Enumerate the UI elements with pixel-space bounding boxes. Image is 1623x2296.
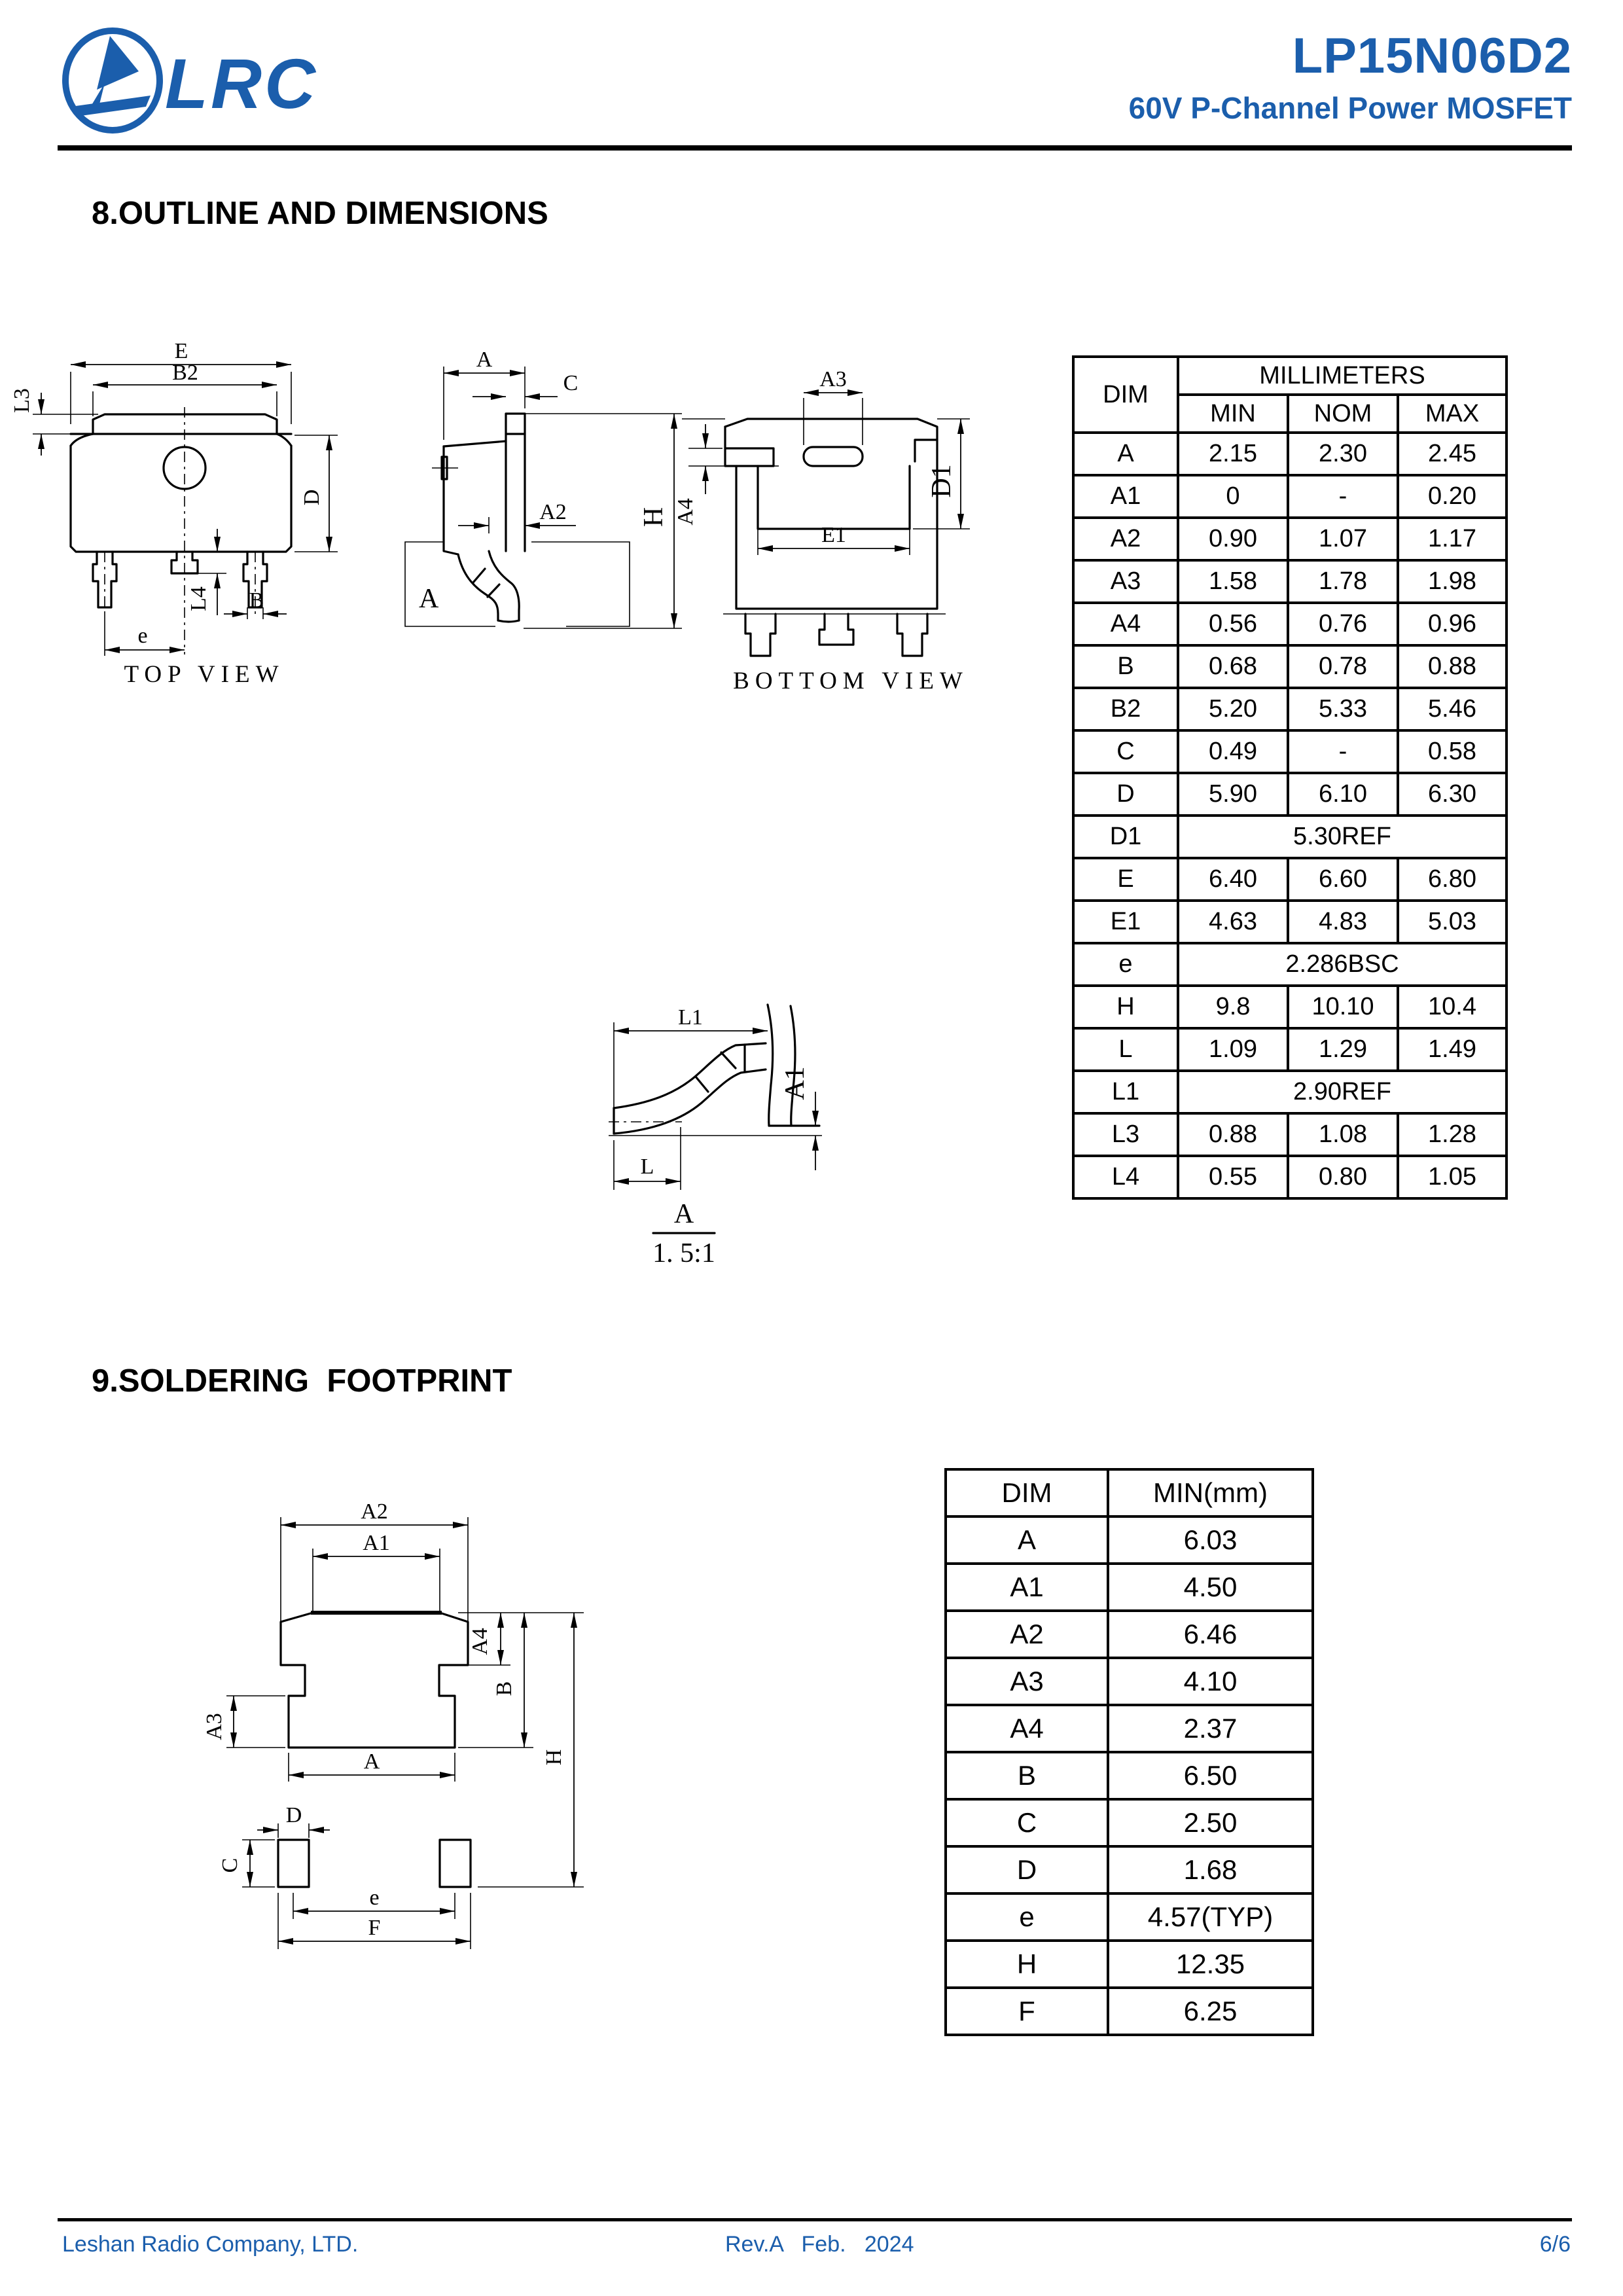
dim-cell: A [946, 1516, 1108, 1564]
value-cell: 2.30 [1288, 433, 1398, 475]
dim-label-D1: D1 [927, 464, 957, 498]
value-cell: 4.50 [1108, 1564, 1313, 1611]
value-cell: 0.56 [1178, 603, 1288, 645]
value-cell: 2.90REF [1178, 1071, 1507, 1113]
dim-label-L4: L4 [187, 586, 211, 611]
footprint-table [944, 1468, 1314, 2036]
table-row [1073, 560, 1507, 603]
bottom-view-caption: BOTTOM VIEW [733, 668, 969, 694]
value-cell: 10.10 [1288, 986, 1398, 1028]
table-row [1073, 688, 1507, 730]
table-row [946, 1941, 1313, 1988]
dim-label-A: A [476, 348, 493, 372]
table-row [1073, 858, 1507, 901]
logo-text: LRC [165, 44, 318, 123]
value-cell: 6.10 [1288, 773, 1398, 816]
value-cell: 0.90 [1178, 518, 1288, 560]
value-cell: 2.37 [1108, 1705, 1313, 1752]
dim-cell: C [946, 1799, 1108, 1846]
value-cell: 0.49 [1178, 730, 1288, 773]
fp-dim-label-F: F [368, 1916, 381, 1940]
fp-dim-label-A4: A4 [468, 1628, 492, 1655]
footprint-dimensions [202, 1499, 584, 1949]
table-row [946, 1893, 1313, 1941]
value-cell: 1.78 [1288, 560, 1398, 603]
value-cell: 9.8 [1178, 986, 1288, 1028]
dim-cell: D [1073, 773, 1178, 816]
dim-cell: A4 [1073, 603, 1178, 645]
value-cell: 2.15 [1178, 433, 1288, 475]
section-9-heading: 9.SOLDERING FOOTPRINT [92, 1363, 512, 1399]
dim-cell: D [946, 1846, 1108, 1893]
value-cell: 5.03 [1398, 901, 1507, 943]
table-row [1073, 518, 1507, 560]
value-cell: 0.68 [1178, 645, 1288, 688]
side-view-section-box [405, 542, 630, 626]
table-row [1073, 433, 1507, 475]
value-cell: 1.28 [1398, 1113, 1507, 1156]
lead-detail-caption [652, 1199, 715, 1268]
dimensions-table [1072, 355, 1508, 1200]
dim-cell: B2 [1073, 688, 1178, 730]
value-cell: 0.20 [1398, 475, 1507, 518]
value-cell: 5.30REF [1178, 816, 1507, 858]
table-row [1073, 816, 1507, 858]
lrc-logo [59, 23, 353, 137]
table-row [946, 1799, 1313, 1846]
outline-drawings [0, 327, 1073, 1283]
dim-cell: H [1073, 986, 1178, 1028]
dim-header-cell: DIM [1073, 357, 1178, 433]
lead-detail-dimensions [614, 1005, 815, 1190]
value-cell: 5.90 [1178, 773, 1288, 816]
value-cell: 5.20 [1178, 688, 1288, 730]
lead-detail-drawing [609, 1005, 822, 1268]
table-header-row [1073, 357, 1507, 395]
value-cell: 2.286BSC [1178, 943, 1507, 986]
value-cell: 5.46 [1398, 688, 1507, 730]
table-row [1073, 1071, 1507, 1113]
table-row [946, 1516, 1313, 1564]
top-view-drawing [10, 339, 338, 688]
fp-dim-label-A2: A2 [361, 1499, 388, 1524]
dim-cell: A3 [946, 1658, 1108, 1705]
value-cell: 0.96 [1398, 603, 1507, 645]
dim-label-A2: A2 [539, 500, 567, 524]
fp-dim-label-A3: A3 [202, 1713, 226, 1740]
dim-cell: L4 [1073, 1156, 1178, 1198]
dim-cell: H [946, 1941, 1108, 1988]
value-cell: 0.88 [1398, 645, 1507, 688]
footer-page-number: 6/6 [1539, 2232, 1571, 2257]
table-row [946, 1988, 1313, 2035]
dim-label-B: B [249, 588, 264, 613]
dim-cell: E1 [1073, 901, 1178, 943]
side-view-drawing [405, 348, 682, 628]
value-cell: 1.05 [1398, 1156, 1507, 1198]
dim-cell: L [1073, 1028, 1178, 1071]
value-cell: 6.25 [1108, 1988, 1313, 2035]
table-row [1073, 943, 1507, 986]
table-row [1073, 901, 1507, 943]
value-cell: 4.57(TYP) [1108, 1893, 1313, 1941]
fp-dim-label-H: H [542, 1749, 566, 1766]
value-cell: 6.80 [1398, 858, 1507, 901]
bottom-view-dimensions [673, 367, 970, 555]
dim-label-e: e [137, 624, 148, 648]
section-8-heading: 8.OUTLINE AND DIMENSIONS [92, 196, 548, 231]
table-row [946, 1564, 1313, 1611]
dim-label-A3: A3 [819, 367, 847, 391]
value-cell: 1.08 [1288, 1113, 1398, 1156]
table-row [1073, 1156, 1507, 1198]
table-row [1073, 645, 1507, 688]
value-cell: 6.40 [1178, 858, 1288, 901]
value-cell: 6.60 [1288, 858, 1398, 901]
col-header-max: MAX [1398, 395, 1507, 433]
dim-label-L3: L3 [10, 388, 34, 413]
section-label-A: A [419, 584, 439, 614]
footprint-drawing [0, 1492, 622, 1964]
fp-dim-label-e: e [369, 1886, 380, 1910]
fp-dim-label-D: D [285, 1803, 302, 1827]
table-row [1073, 773, 1507, 816]
dim-label-C: C [563, 371, 579, 395]
value-cell: 0.88 [1178, 1113, 1288, 1156]
value-cell: 2.45 [1398, 433, 1507, 475]
top-view-package-outline [71, 407, 291, 655]
value-cell: 0.76 [1288, 603, 1398, 645]
table-row [946, 1658, 1313, 1705]
value-cell: 0 [1178, 475, 1288, 518]
fp-col-header-min: MIN(mm) [1108, 1469, 1313, 1516]
dim-label-H: H [639, 507, 669, 528]
table-row [1073, 1113, 1507, 1156]
dim-cell: L3 [1073, 1113, 1178, 1156]
value-cell: 4.10 [1108, 1658, 1313, 1705]
dim-cell: F [946, 1988, 1108, 2035]
value-cell: 2.50 [1108, 1799, 1313, 1846]
table-row [1073, 603, 1507, 645]
table-row [946, 1611, 1313, 1658]
side-view-package-outline [432, 414, 525, 622]
footer-company: Leshan Radio Company, LTD. [62, 2232, 359, 2257]
value-cell: 1.09 [1178, 1028, 1288, 1071]
table-row [946, 1846, 1313, 1893]
value-cell: 4.83 [1288, 901, 1398, 943]
dim-label-D: D [300, 489, 324, 506]
dim-cell: D1 [1073, 816, 1178, 858]
dim-cell: A2 [946, 1611, 1108, 1658]
left-lead-pad [278, 1840, 309, 1887]
footer-revision: Rev.A Feb. 2024 [725, 2232, 914, 2257]
footer-rule [58, 2218, 1572, 2221]
fp-col-header-dim: DIM [946, 1469, 1108, 1516]
table-row [946, 1752, 1313, 1799]
value-cell: 6.50 [1108, 1752, 1313, 1799]
dim-label-A4: A4 [673, 498, 698, 526]
dim-cell: E [1073, 858, 1178, 901]
detail-name-label: A [673, 1199, 694, 1229]
table-row [1073, 730, 1507, 773]
dim-label-A1: A1 [780, 1066, 810, 1100]
value-cell: 10.4 [1398, 986, 1507, 1028]
value-cell: 12.35 [1108, 1941, 1313, 1988]
dim-label-L1: L1 [678, 1005, 703, 1030]
fp-dim-label-A1: A1 [363, 1531, 390, 1555]
dim-cell: A3 [1073, 560, 1178, 603]
table-row [1073, 475, 1507, 518]
value-cell: 0.80 [1288, 1156, 1398, 1198]
table-row [1073, 1028, 1507, 1071]
fp-dim-label-B: B [492, 1681, 516, 1696]
col-header-nom: NOM [1288, 395, 1398, 433]
value-cell: - [1288, 475, 1398, 518]
dim-cell: A1 [1073, 475, 1178, 518]
dim-cell: B [1073, 645, 1178, 688]
table-row [946, 1705, 1313, 1752]
detail-scale-label: 1. 5:1 [652, 1238, 715, 1268]
part-subtitle: 60V P-Channel Power MOSFET [1128, 91, 1572, 125]
dim-cell: A4 [946, 1705, 1108, 1752]
dim-cell: e [946, 1893, 1108, 1941]
value-cell: 1.07 [1288, 518, 1398, 560]
value-cell: 1.29 [1288, 1028, 1398, 1071]
col-header-min: MIN [1178, 395, 1288, 433]
value-cell: 0.55 [1178, 1156, 1288, 1198]
value-cell: 6.03 [1108, 1516, 1313, 1564]
table-header-row [946, 1469, 1313, 1516]
table-row [1073, 986, 1507, 1028]
value-cell: 1.58 [1178, 560, 1288, 603]
dim-cell: A [1073, 433, 1178, 475]
fp-dim-label-A: A [363, 1749, 380, 1774]
dim-cell: C [1073, 730, 1178, 773]
value-cell: 0.78 [1288, 645, 1398, 688]
dim-cell: A1 [946, 1564, 1108, 1611]
value-cell: 5.33 [1288, 688, 1398, 730]
top-view-dimensions [10, 339, 338, 656]
logo-emblem [65, 31, 160, 130]
bottom-view-drawing [673, 367, 970, 694]
dim-label-B2: B2 [172, 361, 198, 385]
value-cell: 1.17 [1398, 518, 1507, 560]
part-number-title: LP15N06D2 [1292, 28, 1572, 84]
right-lead-pad [440, 1840, 471, 1887]
value-cell: 1.49 [1398, 1028, 1507, 1071]
dim-label-E: E [174, 339, 188, 363]
value-cell: 6.46 [1108, 1611, 1313, 1658]
value-cell: 4.63 [1178, 901, 1288, 943]
unit-header-cell: MILLIMETERS [1178, 357, 1507, 395]
logo-hull-icon [71, 96, 151, 117]
value-cell: 6.30 [1398, 773, 1507, 816]
value-cell: 0.58 [1398, 730, 1507, 773]
dim-cell: B [946, 1752, 1108, 1799]
dim-cell: L1 [1073, 1071, 1178, 1113]
value-cell: 1.68 [1108, 1846, 1313, 1893]
fp-dim-label-C: C [218, 1857, 242, 1873]
value-cell: - [1288, 730, 1398, 773]
value-cell: 1.98 [1398, 560, 1507, 603]
dim-label-E1: E1 [821, 523, 846, 547]
side-view-dimensions [444, 348, 682, 628]
header-rule [58, 145, 1572, 151]
dim-cell: e [1073, 943, 1178, 986]
dim-label-L: L [640, 1155, 654, 1179]
top-view-caption: TOP VIEW [124, 661, 285, 688]
dim-cell: A2 [1073, 518, 1178, 560]
logo-sail-icon [97, 36, 139, 90]
